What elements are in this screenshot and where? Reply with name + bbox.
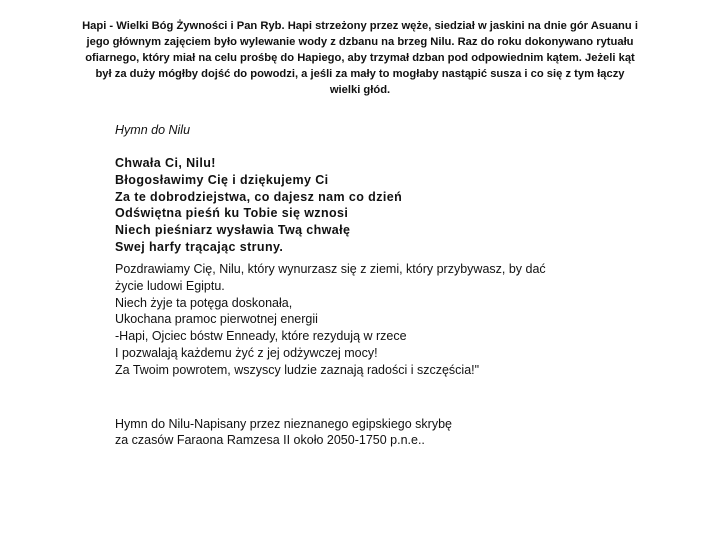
intro-line: był za duży mógłby dojść do powodzi, a jeśli za mały to mogłaby nastąpić susza i co się z tym łączy (95, 68, 625, 80)
attribution-line: Hymn do Nilu-Napisany przez nieznanego egipskiego skrybę (115, 417, 452, 431)
intro-line: jego głównym zajęciem było wylewanie wody z dzbanu na brzeg Nilu. Raz do roku dokonywano rytuału (86, 36, 634, 48)
hymn-line: Chwała Ci, Nilu! (115, 156, 216, 170)
intro-paragraph (58, 18, 662, 98)
hymn-title: Hymn do Nilu (115, 123, 191, 137)
hymn-line: Niech żyje ta potęga doskonała, (115, 295, 293, 310)
hymn-line: I pozwalają każdemu żyć z jej odżywczej mocy! (115, 345, 378, 360)
intro-line: ofiarnego, który miał na celu prośbę do Hapiego, aby trzymał dzban pod odpowiednim kątem. Jeżeli kąt (85, 52, 635, 64)
attribution-line: za czasów Faraona Ramzesa II około 2050-1750 p.n.e.. (115, 433, 425, 448)
hymn-line: Ukochana pramoc pierwotnej energii (115, 312, 318, 327)
hymn-line: Za te dobrodziejstwa, co dajesz nam co dzień (115, 189, 403, 204)
hymn-line: -Hapi, Ojciec bóstw Enneady, które rezydują w rzece (115, 329, 407, 344)
hymn-line: Za Twoim powrotem, wszyscy ludzie zaznają radości i szczęścia!" (115, 362, 480, 377)
hymn-bold-stanza (115, 155, 402, 256)
hymn-line: Błogosławimy Cię i dziękujemy Ci (115, 172, 329, 187)
hymn-line: Niech pieśniarz wysławia Twą chwałę (115, 223, 351, 238)
intro-line: Hapi - Wielki Bóg Żywności i Pan Ryb. Hapi strzeżony przez węże, siedział w jaskini na dnie gór Asuanu i (82, 20, 638, 32)
hymn-regular-stanza (115, 261, 546, 379)
hymn-line: życie ludowi Egiptu. (115, 278, 225, 293)
hymn-line: Pozdrawiamy Cię, Nilu, który wynurzasz się z ziemi, który przybywasz, by dać (115, 262, 546, 276)
hymn-line: Swej harfy trącając struny. (115, 239, 284, 254)
hymn-line: Odświętna pieśń ku Tobie się wznosi (115, 206, 349, 221)
attribution (115, 416, 452, 449)
intro-line: wielki głód. (329, 84, 391, 96)
